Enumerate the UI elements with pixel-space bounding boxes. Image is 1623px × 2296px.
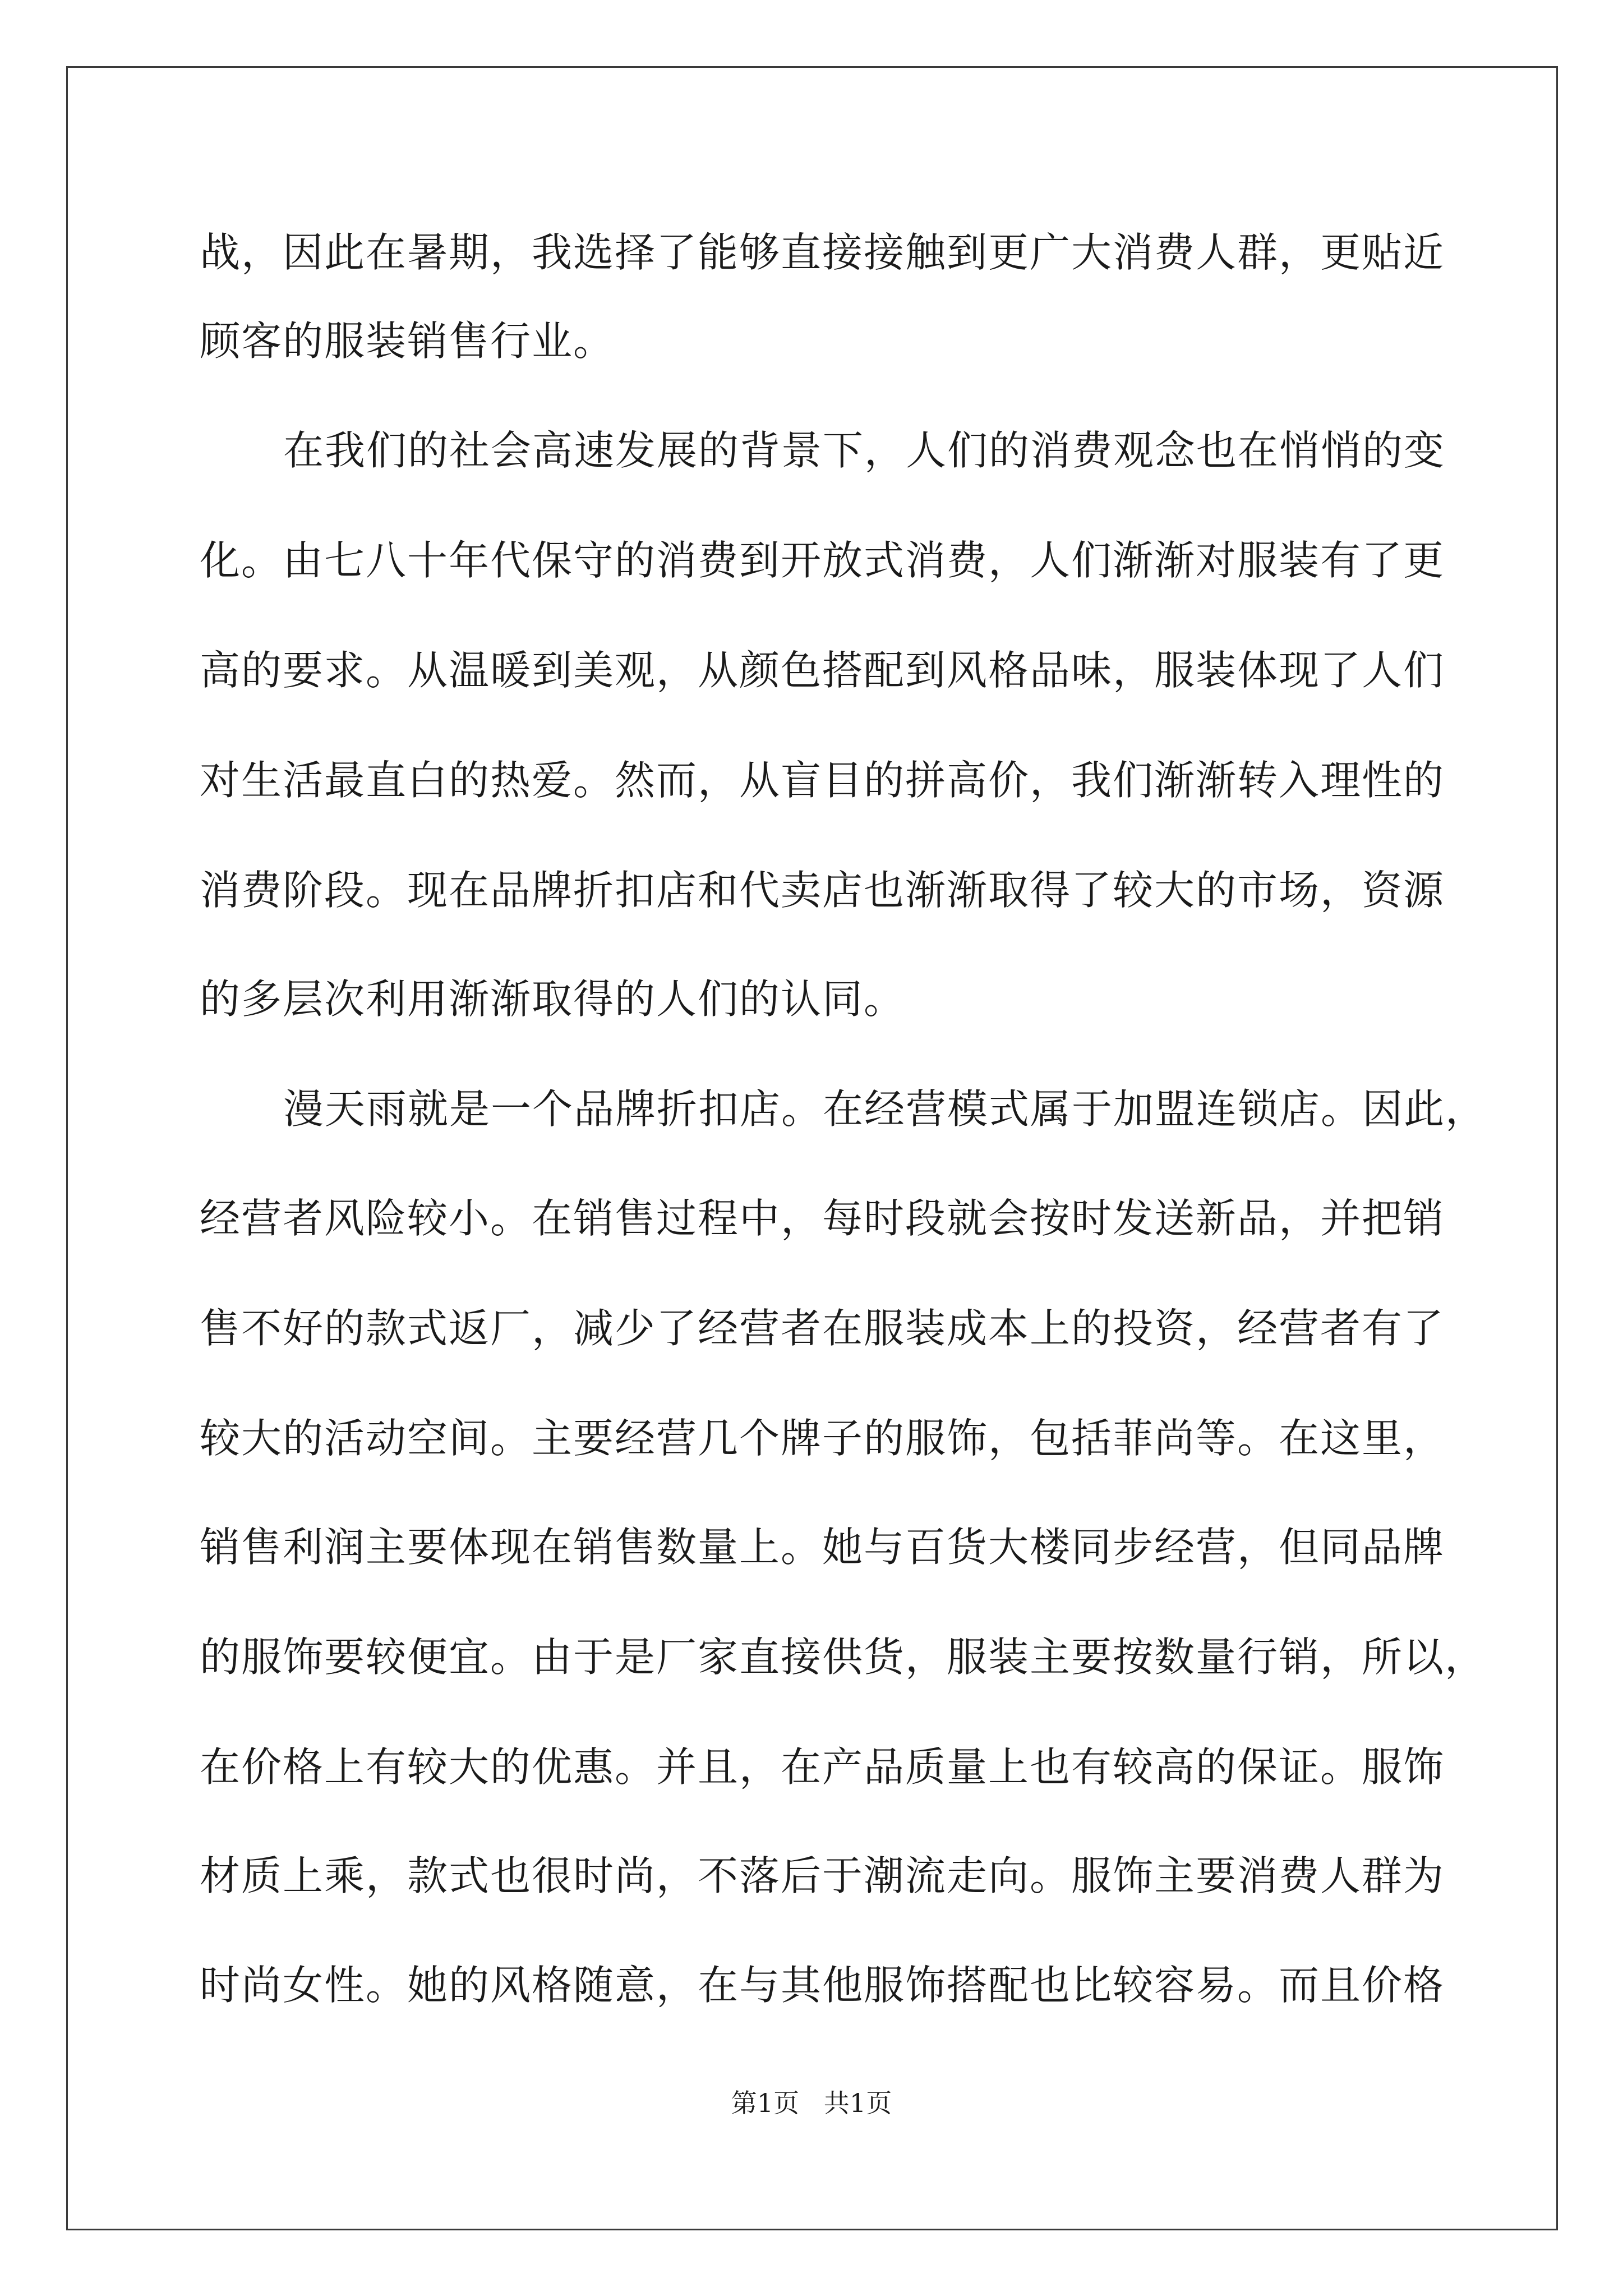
page-border <box>66 66 1558 2230</box>
body-line-15: 在价格上有较大的优惠。并且，在产品质量上也有较高的保证。服饰 <box>200 1743 1445 1791</box>
body-line-2: 顾客的服装销售行业。 <box>200 318 615 365</box>
body-line-8: 的多层次利用渐渐取得的人们的认同。 <box>200 976 906 1023</box>
body-line-6: 对生活最直白的热爱。然而，从盲目的拼高价，我们渐渐转入理性的 <box>200 757 1445 804</box>
body-line-16: 材质上乘，款式也很时尚，不落后于潮流走向。服饰主要消费人群为 <box>200 1852 1445 1899</box>
body-line-10: 经营者风险较小。在销售过程中，每时段就会按时发送新品，并把销 <box>200 1195 1445 1242</box>
body-line-11: 售不好的款式返厂，减少了经营者在服装成本上的投资，经营者有了 <box>200 1305 1445 1352</box>
body-line-12: 较大的活动空间。主要经营几个牌子的服饰，包括菲尚等。在这里， <box>200 1415 1445 1462</box>
body-line-13: 销售利润主要体现在销售数量上。她与百货大楼同步经营，但同品牌 <box>200 1524 1445 1571</box>
body-line-14: 的服饰要较便宜。由于是厂家直接供货，服装主要按数量行销，所以， <box>200 1634 1487 1681</box>
body-line-1: 战，因此在暑期，我选择了能够直接接触到更广大消费人群，更贴近 <box>200 229 1445 276</box>
body-line-17: 时尚女性。她的风格随意，在与其他服饰搭配也比较容易。而且价格 <box>200 1962 1445 2009</box>
page-number-footer: 第1页 共1页 <box>731 2088 892 2118</box>
body-line-7: 消费阶段。现在品牌折扣店和代卖店也渐渐取得了较大的市场，资源 <box>200 867 1445 914</box>
body-line-9: 漫天雨就是一个品牌折扣店。在经营模式属于加盟连锁店。因此， <box>283 1085 1487 1133</box>
body-line-5: 高的要求。从温暖到美观，从颜色搭配到风格品味，服装体现了人们 <box>200 647 1445 694</box>
body-line-4: 化。由七八十年代保守的消费到开放式消费，人们渐渐对服装有了更 <box>200 537 1445 584</box>
body-line-3: 在我们的社会高速发展的背景下，人们的消费观念也在悄悄的变 <box>283 427 1446 474</box>
